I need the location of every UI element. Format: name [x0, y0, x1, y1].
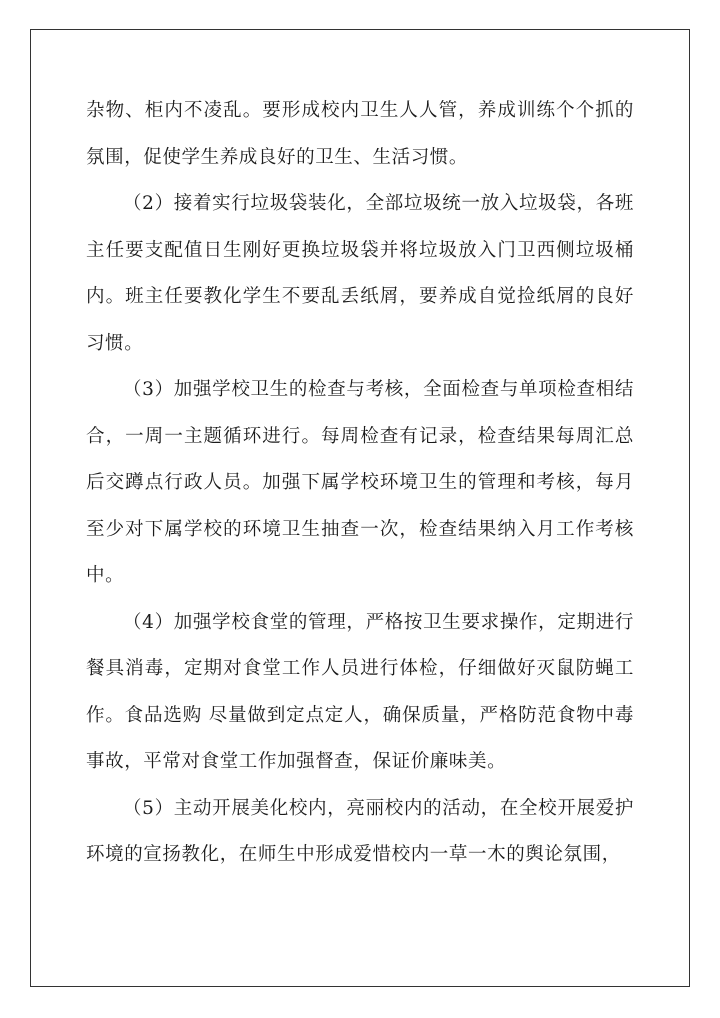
- paragraph-item-5: （5）主动开展美化校内，亮丽校内的活动，在全校开展爱护环境的宣扬教化，在师生中形成爱惜校内一草一木的舆论氛围，: [86, 797, 634, 865]
- paragraph-item-3: （3）加强学校卫生的检查与考核，全面检查与单项检查相结合，一周一主题循环进行。每周检查有记录，检查结果每周汇总后交蹲点行政人员。加强下属学校环境卫生的管理和考核，每月至少对下属学校的环境卫生抽查一次，检查结果纳入月工作考核中。: [86, 379, 634, 586]
- document-body: [86, 88, 634, 879]
- paragraph-item-2: （2）接着实行垃圾袋装化，全部垃圾统一放入垃圾袋，各班主任要支配值日生刚好更换垃圾袋并将垃圾放入门卫西侧垃圾桶内。班主任要教化学生不要乱丢纸屑，要养成自觉捡纸屑的良好习惯。: [86, 193, 634, 354]
- paragraph-continuation: 杂物、柜内不凌乱。要形成校内卫生人人管，养成训练个个抓的氛围，促使学生养成良好的卫生、生活习惯。: [86, 100, 634, 168]
- paragraph-item-4: （4）加强学校食堂的管理，严格按卫生要求操作，定期进行餐具消毒，定期对食堂工作人员进行体检，仔细做好灭鼠防蝇工作。食品选购 尽量做到定点定人，确保质量，严格防范食物中毒事故，平常对食堂工作加强督查，保证价廉味美。: [86, 611, 634, 772]
